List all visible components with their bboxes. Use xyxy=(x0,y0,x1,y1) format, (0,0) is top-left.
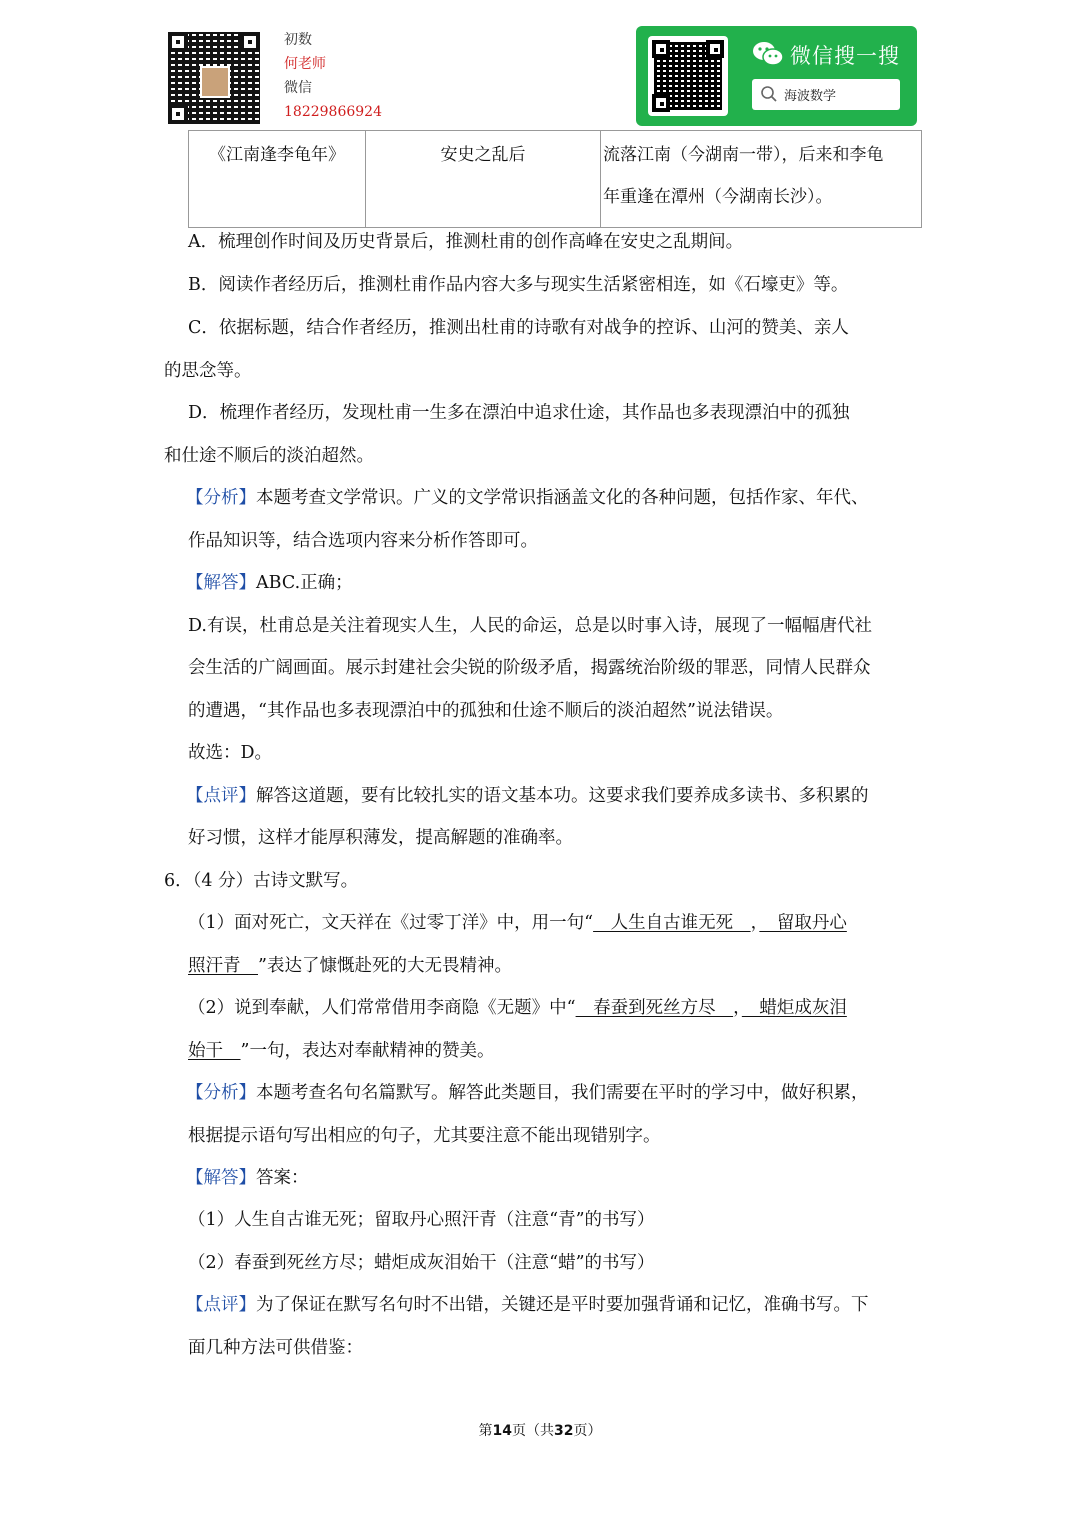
q5-comment-cont: 好习惯，这样才能厚积薄发，提高解题的准确率。 xyxy=(188,828,573,848)
q5-answer-line: 的遭遇，“其作品也多表现漂泊中的孤独和仕途不顺后的淡泊超然”说法错误。 xyxy=(188,701,784,721)
q5-analysis-cont: 作品知识等，结合选项内容来分析作答即可。 xyxy=(188,531,538,551)
analysis-tag: 【分析】 xyxy=(186,488,256,508)
avatar xyxy=(200,66,230,98)
option-c: C．依据标题，结合作者经历，推测出杜甫的诗歌有对战争的控诉、山河的赞美、亲人 xyxy=(188,318,849,338)
wechat-qr-code xyxy=(648,36,728,116)
answer-blank: 人生自古谁无死 xyxy=(593,913,751,933)
q6-heading: 6．（4 分）古诗文默写。 xyxy=(164,871,359,891)
answer-blank: 蜡炬成灰泪 xyxy=(741,998,847,1018)
contact-line: 初数 xyxy=(284,32,312,48)
q5-answer: 【解答】ABC.正确； xyxy=(186,573,353,593)
contact-line: 微信 xyxy=(284,80,312,96)
page-number: 14 xyxy=(492,1423,512,1439)
answer-blank: 春蚕到死丝方尽 xyxy=(575,998,734,1018)
q5-comment: 【点评】解答这道题，要有比较扎实的语文基本功。这要求我们要养成多读书、多积累的 xyxy=(186,786,869,806)
q6-comment: 【点评】为了保证在默写名句时不出错，关键还是平时要加强背诵和记忆，准确书写。下 xyxy=(186,1295,869,1315)
comment-tag: 【点评】 xyxy=(186,786,256,806)
q6-part1: （1）面对死亡，文天祥在《过零丁洋》中，用一句“ 人生自古谁无死 ， 留取丹心 xyxy=(188,913,847,933)
contact-line: 何老师 xyxy=(284,56,326,72)
option-d: D．梳理作者经历，发现杜甫一生多在漂泊中追求仕途，其作品也多表现漂泊中的孤独 xyxy=(188,403,850,423)
contact-info xyxy=(284,28,382,124)
answer-blank: 始干 xyxy=(188,1041,241,1061)
answer-tag: 【解答】 xyxy=(186,1168,256,1188)
wechat-search-title: 微信搜一搜 xyxy=(790,44,900,68)
q6-answer-line: （2）春蚕到死丝方尽；蜡炬成灰泪始干（注意“蜡”的书写） xyxy=(188,1253,655,1273)
q6-comment-cont: 面几种方法可供借鉴： xyxy=(188,1338,363,1358)
option-a: A．梳理创作时间及历史背景后，推测杜甫的创作高峰在安史之乱期间。 xyxy=(188,232,744,252)
q5-answer-line: 故选：D。 xyxy=(188,743,273,763)
wechat-search-card[interactable] xyxy=(636,26,917,126)
q5-answer-line: 会生活的广阔画面。展示封建社会尖锐的阶级矛盾，揭露统治阶级的罪恶，同情人民群众 xyxy=(188,658,871,678)
option-d-cont: 和仕途不顺后的淡泊超然。 xyxy=(164,446,374,466)
q6-part2: （2）说到奉献，人们常常借用李商隐《无题》中“ 春蚕到死丝方尽 ， 蜡炬成灰泪 xyxy=(188,998,847,1018)
option-c-cont: 的思念等。 xyxy=(164,361,252,381)
period-cell: 安史之乱后 xyxy=(366,131,601,228)
page-total: 32 xyxy=(554,1423,574,1439)
q6-answer: 【解答】答案： xyxy=(186,1168,309,1188)
search-icon xyxy=(760,85,778,103)
comment-tag: 【点评】 xyxy=(186,1295,256,1315)
page-footer: 第14页（共32页） xyxy=(478,1423,602,1439)
contact-phone: 18229866924 xyxy=(284,104,382,120)
poem-title-cell: 《江南逢李龟年》 xyxy=(189,131,366,228)
wechat-icon xyxy=(752,40,784,68)
answer-tag: 【解答】 xyxy=(186,573,256,593)
page-header xyxy=(0,0,1080,130)
q6-analysis: 【分析】本题考查名句名篇默写。解答此类题目，我们需要在平时的学习中，做好积累， xyxy=(186,1083,869,1103)
q6-answer-line: （1）人生自古谁无死；留取丹心照汗青（注意“青”的书写） xyxy=(188,1210,655,1230)
poem-table xyxy=(188,130,922,228)
experience-line: 年重逢在潭州（今湖南长沙）。 xyxy=(603,187,833,207)
option-b: B．阅读作者经历后，推测杜甫作品内容大多与现实生活紧密相连，如《石壕吏》等。 xyxy=(188,275,849,295)
q6-part2-cont: 始干 ”一句，表达对奉献精神的赞美。 xyxy=(188,1041,495,1061)
answer-blank: 留取丹心 xyxy=(759,913,847,933)
answer-blank: 照汗青 xyxy=(188,956,258,976)
q6-analysis-cont: 根据提示语句写出相应的句子，尤其要注意不能出现错别字。 xyxy=(188,1126,661,1146)
wechat-search-box[interactable] xyxy=(752,79,900,110)
q6-part1-cont: 照汗青 ”表达了慷慨赴死的大无畏精神。 xyxy=(188,956,512,976)
q5-answer-line: D.有误，杜甫总是关注着现实人生，人民的命运，总是以时事入诗，展现了一幅幅唐代社 xyxy=(188,616,872,636)
experience-cell xyxy=(601,131,922,228)
q5-analysis: 【分析】本题考查文学常识。广义的文学常识指涵盖文化的各种问题，包括作家、年代、 xyxy=(186,488,869,508)
analysis-tag: 【分析】 xyxy=(186,1083,256,1103)
table-row xyxy=(189,131,922,228)
experience-line: 流落江南（今湖南一带），后来和李龟 xyxy=(603,145,884,165)
wechat-search-text: 海波数学 xyxy=(784,89,837,104)
